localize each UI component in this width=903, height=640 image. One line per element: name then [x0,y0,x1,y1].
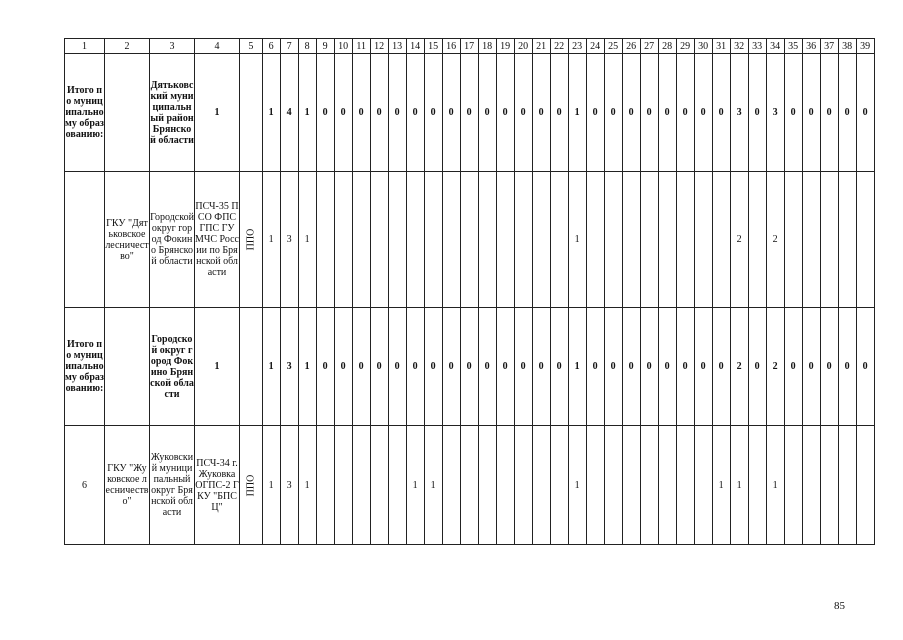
value-cell: 0 [496,54,514,172]
value-cell [334,426,352,545]
header-cell: 14 [406,39,424,54]
cell-c5 [240,54,263,172]
value-cell: 3 [280,172,298,308]
value-cell [352,172,370,308]
table-row [65,172,875,308]
value-cell [496,172,514,308]
value-cell [784,426,802,545]
value-cell [370,172,388,308]
cell-c5 [240,308,263,426]
header-cell: 4 [195,39,240,54]
value-cell: 0 [424,54,442,172]
value-cell: 1 [262,172,280,308]
value-cell: 0 [460,308,478,426]
value-cell: 0 [352,54,370,172]
value-cell: 0 [514,308,532,426]
value-cell: 0 [712,54,730,172]
value-cell [856,172,874,308]
value-cell: 0 [838,54,856,172]
header-cell: 1 [65,39,105,54]
page-number: 85 [834,600,845,612]
value-cell: 0 [514,54,532,172]
header-cell: 18 [478,39,496,54]
cell-c4: 1 [195,54,240,172]
value-cell [622,426,640,545]
cell-c1: Итого по муниципальному образованию: [65,308,105,426]
value-cell: 0 [334,308,352,426]
value-cell: 0 [820,54,838,172]
value-cell [586,426,604,545]
data-table [64,38,875,545]
value-cell: 0 [658,308,676,426]
value-cell: 0 [370,308,388,426]
value-cell: 0 [838,308,856,426]
value-cell: 0 [748,54,766,172]
header-cell: 28 [658,39,676,54]
value-cell [622,172,640,308]
value-cell: 0 [460,54,478,172]
header-cell: 25 [604,39,622,54]
value-cell: 0 [316,54,334,172]
value-cell: 0 [586,308,604,426]
header-cell: 8 [298,39,316,54]
header-cell: 23 [568,39,586,54]
cell-c3: Городской округ город Фокино Брянской области [150,172,195,308]
header-cell: 19 [496,39,514,54]
value-cell [640,172,658,308]
value-cell [406,172,424,308]
value-cell [334,172,352,308]
header-cell: 7 [280,39,298,54]
value-cell: 1 [262,54,280,172]
value-cell: 0 [604,308,622,426]
value-cell: 0 [352,308,370,426]
cell-c2 [105,308,150,426]
value-cell [604,426,622,545]
value-cell: 3 [280,308,298,426]
value-cell [388,172,406,308]
value-cell: 4 [280,54,298,172]
value-cell: 0 [586,54,604,172]
value-cell: 1 [298,426,316,545]
value-cell: 0 [802,54,820,172]
value-cell [676,426,694,545]
header-cell: 15 [424,39,442,54]
value-cell: 0 [388,308,406,426]
value-cell [838,426,856,545]
header-cell: 29 [676,39,694,54]
value-cell: 0 [856,54,874,172]
header-cell: 2 [105,39,150,54]
value-cell [712,172,730,308]
value-cell: 1 [298,54,316,172]
value-cell [460,426,478,545]
value-cell [388,426,406,545]
value-cell: 1 [730,426,748,545]
value-cell: 0 [388,54,406,172]
value-cell: 0 [532,54,550,172]
header-cell: 3 [150,39,195,54]
cell-c3: Городской округ город Фокино Брянской области [150,308,195,426]
value-cell: 1 [298,308,316,426]
header-cell: 20 [514,39,532,54]
value-cell: 1 [406,426,424,545]
header-cell: 10 [334,39,352,54]
value-cell [676,172,694,308]
header-cell: 9 [316,39,334,54]
value-cell: 1 [568,426,586,545]
value-cell: 0 [622,54,640,172]
cell-c3: Дятьковский муниципальный район Брянской области [150,54,195,172]
header-cell: 13 [388,39,406,54]
cell-c5 [240,426,263,545]
value-cell: 0 [640,54,658,172]
value-cell [550,172,568,308]
value-cell: 0 [640,308,658,426]
value-cell [694,172,712,308]
cell-c2 [105,54,150,172]
value-cell: 0 [676,54,694,172]
value-cell [532,172,550,308]
value-cell: 1 [262,308,280,426]
value-cell [604,172,622,308]
value-cell [748,426,766,545]
header-cell: 33 [748,39,766,54]
value-cell: 0 [820,308,838,426]
value-cell [370,426,388,545]
value-cell: 0 [532,308,550,426]
value-cell: 0 [784,308,802,426]
value-cell [838,172,856,308]
value-cell [820,172,838,308]
cell-c1 [65,172,105,308]
value-cell: 0 [550,308,568,426]
value-cell: 0 [694,308,712,426]
value-cell: 0 [856,308,874,426]
cell-c4: ПСЧ-35 ПСО ФПС ГПС ГУ МЧС России по Брянской области [195,172,240,308]
header-cell: 39 [856,39,874,54]
value-cell: 0 [316,308,334,426]
value-cell [856,426,874,545]
header-cell: 31 [712,39,730,54]
cell-c5 [240,172,263,308]
value-cell [514,426,532,545]
header-cell: 34 [766,39,784,54]
value-cell [316,426,334,545]
value-cell: 0 [424,308,442,426]
value-cell: 0 [694,54,712,172]
value-cell [802,172,820,308]
cell-c4: 1 [195,308,240,426]
value-cell: 0 [442,54,460,172]
value-cell: 2 [766,308,784,426]
header-cell: 6 [262,39,280,54]
cell-c5-text: ППО [245,228,257,251]
value-cell: 3 [766,54,784,172]
value-cell: 1 [712,426,730,545]
value-cell: 2 [766,172,784,308]
header-cell: 5 [240,39,263,54]
value-cell: 0 [442,308,460,426]
value-cell: 0 [676,308,694,426]
value-cell [694,426,712,545]
cell-c4: ПСЧ-34 г. Жуковка ОГПС-2 ГКУ "БПСЦ" [195,426,240,545]
header-cell: 26 [622,39,640,54]
value-cell: 0 [406,54,424,172]
value-cell: 1 [766,426,784,545]
header-cell: 30 [694,39,712,54]
header-cell: 11 [352,39,370,54]
value-cell [640,426,658,545]
value-cell [586,172,604,308]
cell-c5-text: ППО [245,474,257,496]
value-cell: 3 [280,426,298,545]
value-cell: 0 [622,308,640,426]
value-cell [424,172,442,308]
table-row [65,54,875,172]
value-cell [442,426,460,545]
value-cell [532,426,550,545]
header-cell: 38 [838,39,856,54]
value-cell [478,172,496,308]
value-cell [514,172,532,308]
cell-c3: Жуковский муниципальный округ Брянской области [150,426,195,545]
value-cell: 0 [802,308,820,426]
value-cell: 1 [262,426,280,545]
value-cell: 2 [730,308,748,426]
value-cell [658,172,676,308]
value-cell [316,172,334,308]
value-cell [478,426,496,545]
value-cell [784,172,802,308]
header-cell: 16 [442,39,460,54]
header-cell: 22 [550,39,568,54]
value-cell: 0 [370,54,388,172]
value-cell: 1 [424,426,442,545]
header-cell: 27 [640,39,658,54]
value-cell [550,426,568,545]
value-cell: 0 [478,308,496,426]
header-cell: 24 [586,39,604,54]
value-cell: 1 [298,172,316,308]
header-cell: 36 [802,39,820,54]
value-cell: 0 [712,308,730,426]
value-cell: 3 [730,54,748,172]
value-cell: 1 [568,308,586,426]
value-cell: 0 [550,54,568,172]
value-cell [748,172,766,308]
value-cell: 0 [334,54,352,172]
header-row [65,39,875,54]
table-row [65,426,875,545]
value-cell: 0 [496,308,514,426]
cell-c2: ГКУ "Дятьковское лесничество" [105,172,150,308]
header-cell: 21 [532,39,550,54]
value-cell [496,426,514,545]
header-cell: 12 [370,39,388,54]
value-cell: 1 [568,172,586,308]
value-cell: 0 [748,308,766,426]
value-cell [802,426,820,545]
cell-c1: 6 [65,426,105,545]
header-cell: 17 [460,39,478,54]
value-cell [820,426,838,545]
value-cell: 0 [658,54,676,172]
header-cell: 37 [820,39,838,54]
value-cell [658,426,676,545]
value-cell: 0 [406,308,424,426]
value-cell [442,172,460,308]
value-cell: 1 [568,54,586,172]
table-row [65,308,875,426]
cell-c1: Итого по муниципальному образованию: [65,54,105,172]
value-cell: 2 [730,172,748,308]
header-cell: 35 [784,39,802,54]
value-cell [352,426,370,545]
cell-c2: ГКУ "Жуковское лесничество" [105,426,150,545]
value-cell: 0 [478,54,496,172]
header-cell: 32 [730,39,748,54]
value-cell [460,172,478,308]
value-cell: 0 [784,54,802,172]
value-cell: 0 [604,54,622,172]
